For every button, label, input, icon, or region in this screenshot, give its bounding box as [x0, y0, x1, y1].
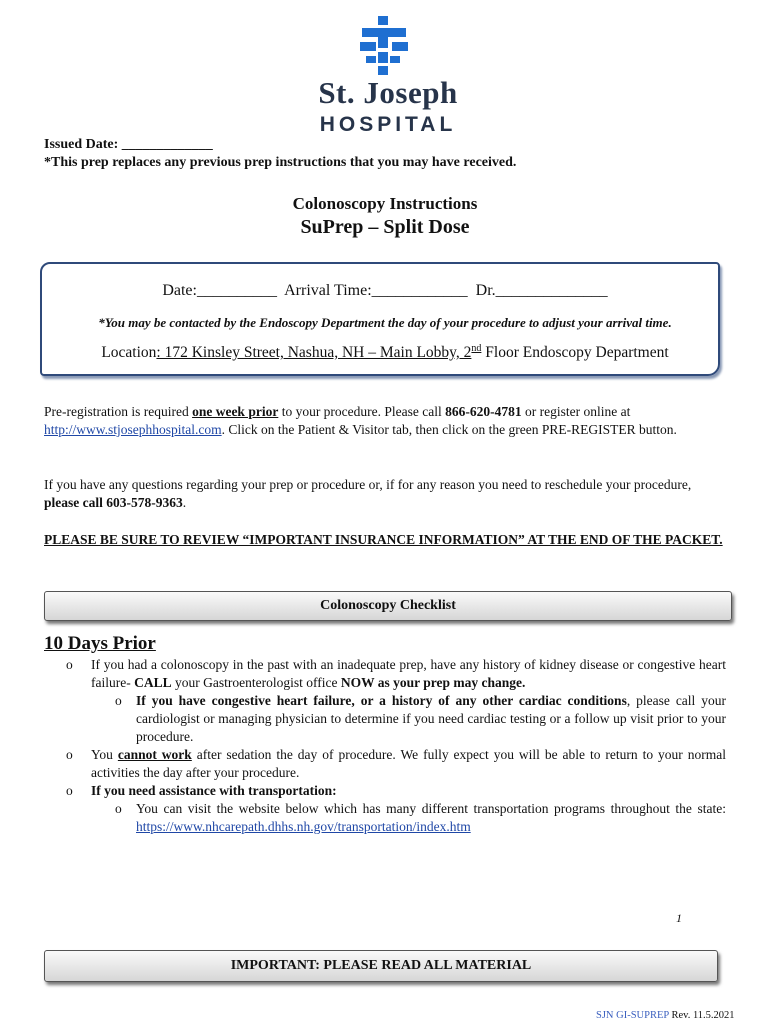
transportation-link[interactable]: https://www.nhcarepath.dhhs.nh.gov/transportation/index.htm — [136, 819, 471, 834]
important-banner-label: IMPORTANT: PLEASE READ ALL MATERIAL — [230, 958, 532, 973]
prereg-text-d: or register online at — [521, 404, 631, 419]
item2-text-c: after sedation the day of procedure. We fully expect you will be able to return to your normal activities the day after your procedure. — [91, 747, 726, 780]
page-number: 1 — [676, 911, 682, 925]
document-subtitle: SuPrep – Split Dose — [300, 216, 470, 238]
document-title: Colonoscopy Instructions — [292, 194, 478, 213]
location-floor: Floor Endoscopy Department — [481, 344, 669, 362]
questions-paragraph — [44, 476, 726, 512]
list-item — [44, 782, 726, 836]
contact-note: *You may be contacted by the Endoscopy Department the day of your procedure to adjust your arrival time. — [98, 315, 672, 330]
date-label: Date: — [162, 282, 197, 299]
logo-hospital-name: St. Joseph — [318, 75, 458, 110]
item1-text-a: If you had a colonoscopy in the past with an inadequate prep, have any history of kidney disease or congestive heart failure- — [91, 657, 726, 690]
list-item — [44, 746, 726, 782]
item1-now: NOW as your prep may change. — [340, 675, 526, 690]
list-item — [91, 800, 726, 836]
issued-date-line — [44, 137, 213, 153]
location-address: : 172 Kinsley Street, Nashua, NH – Main Lobby, 2 — [156, 344, 472, 362]
cardiac-warning: If you have congestive heart failure, or a history of any other cardiac conditions — [136, 693, 627, 708]
logo-hospital-subtitle: HOSPITAL — [319, 113, 457, 136]
cardiac-text: , please call your cardiologist or managing physician to determine if you need cardiac testing or a follow up visit prior to your procedure. — [136, 693, 726, 744]
item1-text-c: your Gastroenterologist office — [171, 675, 341, 690]
item1-call: CALL — [134, 675, 172, 690]
revision-footer — [596, 1010, 735, 1021]
date-blank: __________ — [196, 282, 277, 299]
location-line — [0, 343, 770, 362]
prereg-text-c: to your procedure. Please call — [278, 404, 446, 419]
transportation-heading: If you need assistance with transportation: — [91, 783, 337, 798]
checklist-banner-label: Colonoscopy Checklist — [320, 598, 456, 613]
hospital-website-link[interactable]: http://www.stjosephhospital.com — [44, 422, 222, 437]
list-item — [91, 692, 726, 746]
prereg-text-a: Pre-registration is required — [44, 404, 193, 419]
list-item — [44, 656, 726, 746]
reschedule-phone: please call 603-578-9363 — [44, 495, 183, 510]
transportation-sublist — [91, 800, 726, 836]
preregistration-paragraph — [44, 403, 726, 439]
revision-date: Rev. 11.5.2021 — [668, 1010, 735, 1021]
document-code: SJN GI-SUPREP — [596, 1010, 669, 1021]
location-label: Location — [101, 344, 157, 362]
appointment-fields-line — [0, 282, 770, 300]
insurance-note: PLEASE BE SURE TO REVIEW “IMPORTANT INSURANCE INFORMATION” AT THE END OF THE PACKET. — [44, 532, 723, 547]
important-banner — [44, 950, 718, 982]
item2-text-a: You — [91, 747, 118, 762]
checklist-banner — [44, 591, 732, 621]
transportation-text: You can visit the website below which has many different transportation programs throughout the state: — [136, 801, 726, 816]
ten-days-list — [44, 656, 726, 836]
arrival-time-blank: ____________ — [371, 282, 468, 299]
arrival-time-label: Arrival Time: — [284, 282, 372, 299]
cannot-work: cannot work — [117, 747, 192, 762]
cardiac-sublist — [91, 692, 726, 746]
doctor-label: Dr. — [475, 282, 496, 299]
ten-days-prior-heading: 10 Days Prior — [44, 633, 156, 654]
location-ordinal: nd — [471, 343, 482, 354]
issued-date-blank: _____________ — [121, 137, 213, 152]
one-week-prior: one week prior — [192, 404, 279, 419]
issued-date-label: Issued Date: — [44, 137, 119, 152]
prereg-phone: 866-620-4781 — [445, 404, 522, 419]
prereg-text-e: . Click on the Patient & Visitor tab, then click on the green PRE-REGISTER button. — [221, 422, 677, 437]
questions-text-a: If you have any questions regarding your prep or procedure or, if for any reason you need to reschedule your procedure, — [44, 477, 692, 492]
hospital-cross-logo-icon — [356, 16, 412, 76]
doctor-blank: ______________ — [495, 282, 608, 299]
replaces-note: *This prep replaces any previous prep instructions that you may have received. — [44, 155, 517, 170]
questions-text-c: . — [182, 495, 187, 510]
